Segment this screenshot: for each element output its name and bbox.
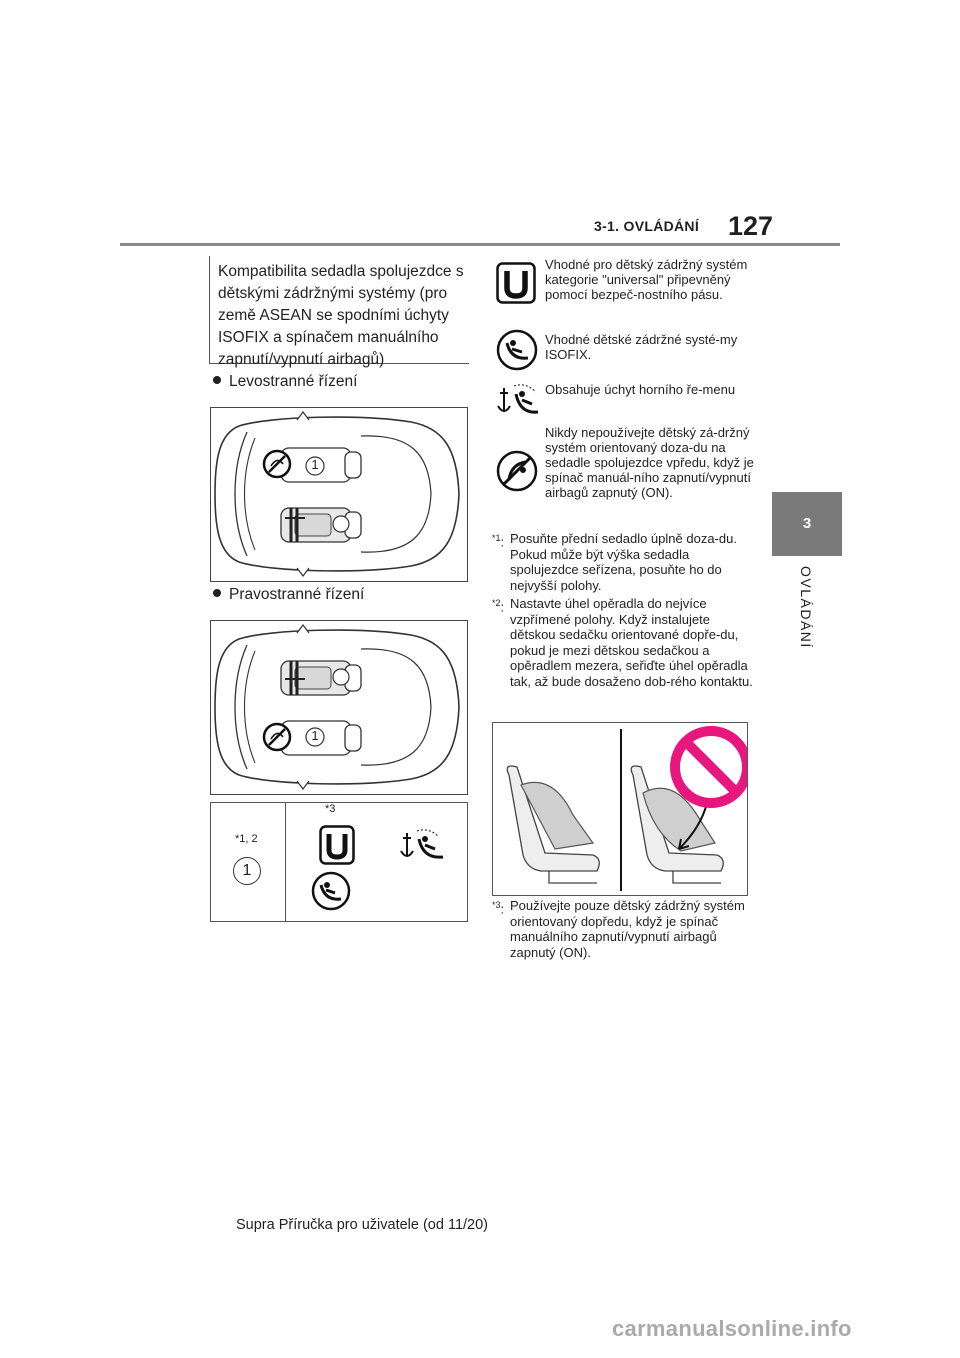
legend-divider (285, 803, 286, 921)
page-number: 127 (728, 211, 774, 241)
no-forward-facing-icon (496, 450, 538, 492)
section-title: 3-1. OVLÁDÁNÍ (594, 218, 700, 234)
universal-u-icon (319, 825, 355, 865)
footer-text: Supra Příručka pro uživatele (od 11/20) (236, 1217, 489, 1233)
bullet-left-hand-label: Levostranné řízení (229, 373, 358, 390)
seat-angle-drawing (493, 723, 747, 895)
universal-u-icon (496, 262, 536, 304)
header-rule (120, 243, 840, 246)
seat-angle-illustration (492, 722, 748, 896)
car-diagram-lhd (210, 407, 468, 582)
legend-table (210, 802, 468, 922)
bullet-right-hand (213, 586, 364, 604)
compatibility-title: Kompatibilita sedadla spolujezdce s dětskými zádržnými systémy (pro země ASEAN se spodními úchyty ISOFIX a spínačem manuálního zapnutí/vypnutí airbagů) (209, 256, 469, 364)
note-2-text: Nastavte úhel opěradla do nejvíce vzpřímené polohy. Když instalujete dětskou sedačku orientované dopře-du, pokud je mezi dětskou sedačkou a opěradlem mezera, seřiďte úhel opěradla tak, až bude dosaženo dob-rého kontaktu. (510, 596, 753, 689)
isofix-seat-icon (311, 871, 351, 911)
note-2-mark: $^{*2}$: (492, 598, 505, 615)
car-top-view-rhd (211, 621, 467, 794)
legend-note-3: *3 (325, 803, 336, 815)
chapter-tab[interactable]: 3 (772, 492, 842, 556)
icon-desc-no-forward: Nikdy nepoužívejte dětský zá-držný systém orientovaný doza-du na sedadle spolujezdce vpředu, když je spínač manuál-ního zapnutí/vypnutí airbagů zapnutý (ON). (545, 425, 754, 500)
note-3-text: Používejte pouze dětský zádržný systém orientovaný dopředu, když je spínač manuálního zapnutí/vypnutí airbagů zapnutý (ON). (510, 898, 745, 960)
top-tether-anchor-icon (399, 829, 449, 865)
legend-note-1-2: *1, 2 (235, 833, 258, 845)
note-3 (492, 898, 754, 960)
bullet-dot (213, 376, 221, 384)
car-diagram-rhd (210, 620, 468, 795)
watermark[interactable]: carmanualsonline.info (612, 1316, 852, 1341)
note-2 (492, 596, 754, 689)
note-1-mark: $^{*1}$: (492, 533, 505, 550)
icon-desc-universal: Vhodné pro dětský zádržný systém kategorie "universal" připevněný pomocí bezpeč-nostního pásu. (545, 257, 748, 302)
isofix-seat-icon (496, 329, 538, 371)
note-1-text: Posuňte přední sedadlo úplně doza-du. Pokud může být výška sedadla spolujezdce seřízena, posuňte ho do nejvyšší polohy. (510, 531, 737, 593)
chapter-tab-label-wrap (780, 566, 830, 656)
bullet-left-hand (213, 373, 357, 391)
icon-desc-isofix: Vhodné dětské zádržné systé-my ISOFIX. (545, 332, 738, 362)
top-tether-anchor-icon (496, 382, 542, 420)
note-1 (492, 531, 754, 593)
note-3-mark: $^{*3}$: (492, 900, 505, 917)
bullet-dot (213, 589, 221, 597)
car-top-view-lhd (211, 408, 467, 581)
bullet-right-hand-label: Pravostranné řízení (229, 586, 365, 603)
legend-seat-number: 1 (233, 857, 261, 885)
seat-position-label: 1 (311, 457, 319, 472)
seat-position-label: 1 (311, 728, 319, 743)
icon-desc-top-tether: Obsahuje úchyt horního ře-menu (545, 382, 736, 397)
chapter-tab-label: OVLÁDÁNÍ (798, 566, 814, 649)
